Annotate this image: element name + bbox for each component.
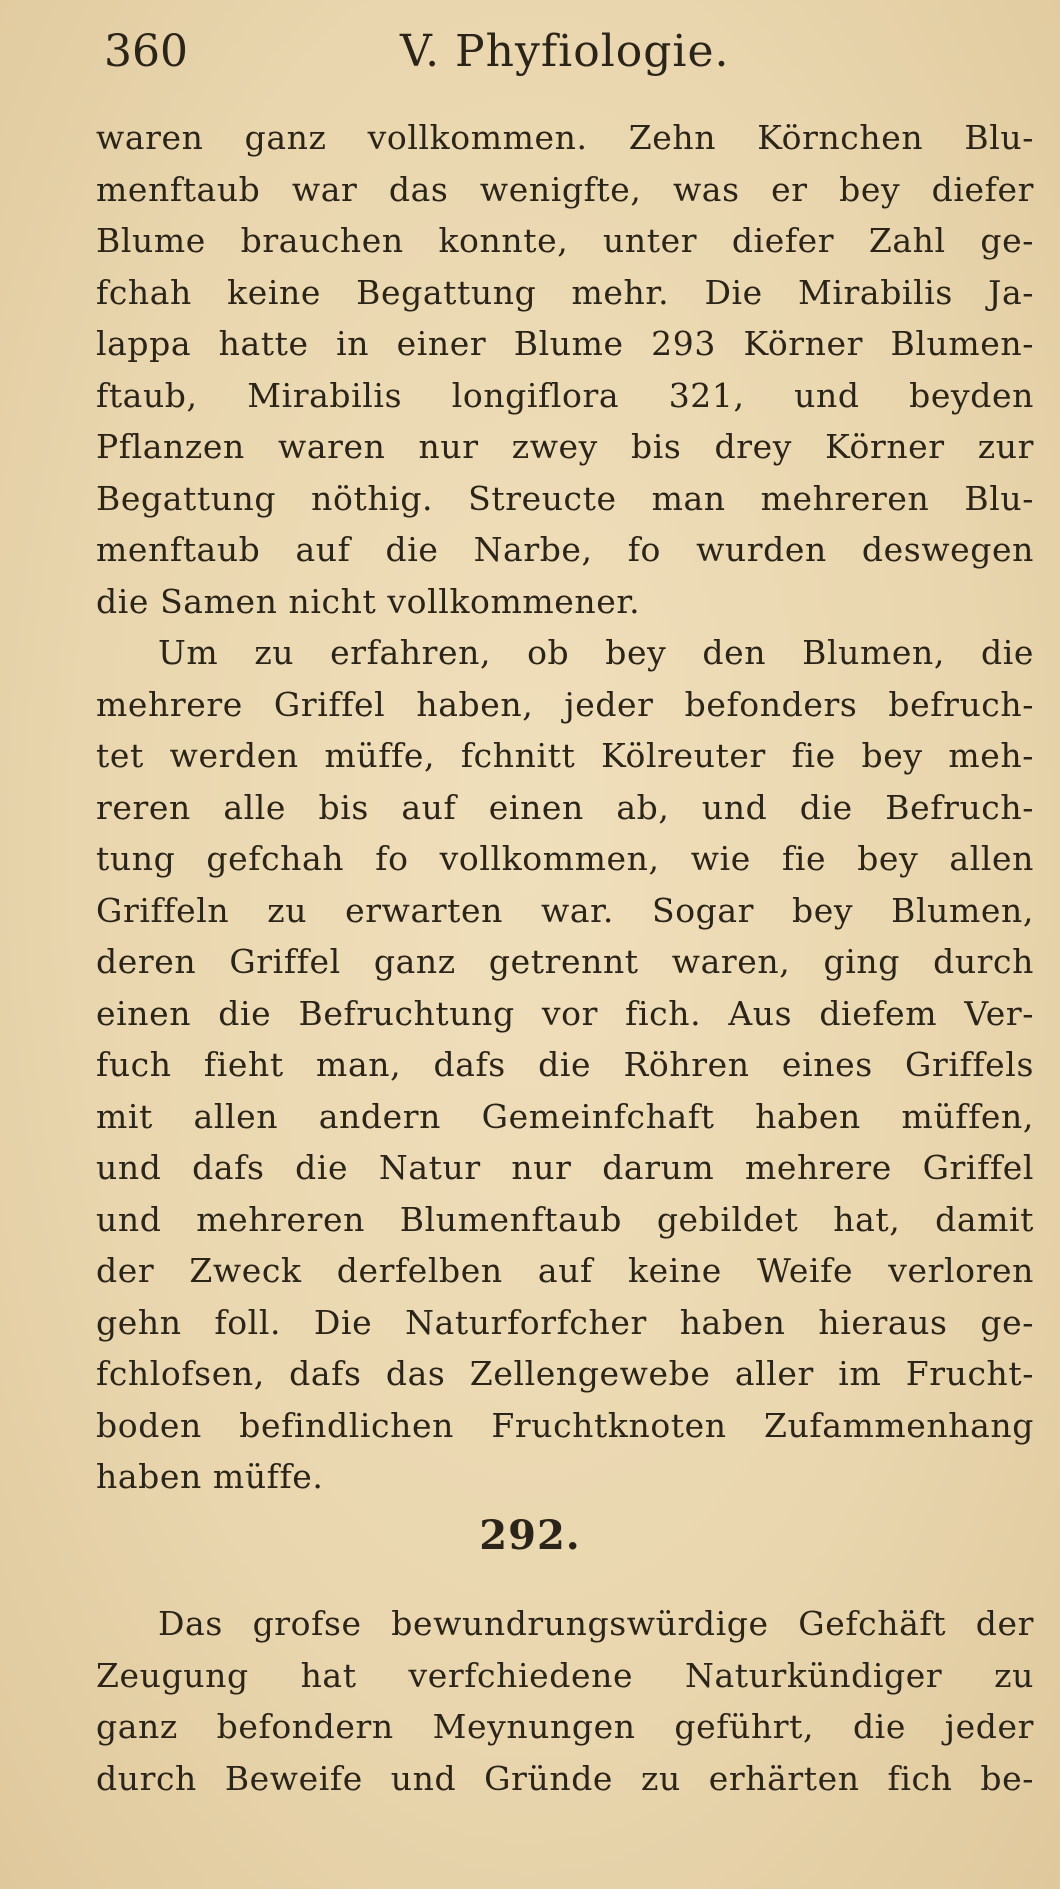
text-line: menftaub auf die Narbe, fo wurden deswegen xyxy=(96,530,1034,569)
text-line: Blume brauchen konnte, unter diefer Zahl ge- xyxy=(96,221,1034,260)
text-line: menftaub war das wenigfte, was er bey diefer xyxy=(96,169,1034,209)
text-line: fchah keine Begattung mehr. Die Mirabilis Ja- xyxy=(96,272,1034,312)
text-line: ftaub, Mirabilis longiflora 321, und beyden xyxy=(96,375,1034,415)
paragraph-1 xyxy=(96,112,1034,627)
text-line: lappa hatte in einer Blume 293 Körner Blumen- xyxy=(96,324,1034,363)
text-line: mehrere Griffel haben, jeder befonders befruch- xyxy=(96,684,1034,724)
text-line: Zeugung hat verfchiedene Naturkündiger zu xyxy=(96,1655,1034,1695)
text-line: fchlofsen, dafs das Zellengewebe aller im Frucht- xyxy=(96,1354,1034,1393)
text-line: die Samen nicht vollkommener. xyxy=(96,581,641,621)
text-line: gehn foll. Die Naturforfcher haben hieraus ge- xyxy=(96,1302,1034,1342)
text-line: Begattung nöthig. Streucte man mehreren Blu- xyxy=(96,478,1034,518)
page-header xyxy=(92,22,1020,92)
text-line: durch Beweife und Gründe zu erhärten fich be- xyxy=(96,1758,1034,1798)
paragraph-2 xyxy=(96,627,1034,1503)
text-line: Das grofse bewundrungswürdige Gefchäft der xyxy=(158,1604,1034,1643)
text-line: einen die Befruchtung vor fich. Aus diefem Ver- xyxy=(96,993,1034,1033)
text-line: boden befindlichen Fruchtknoten Zufammenhang xyxy=(96,1405,1034,1445)
running-title: V. Phyfiologie. xyxy=(400,26,730,77)
text-line: tet werden müffe, fchnitt Kölreuter fie bey meh- xyxy=(96,736,1034,775)
text-line: und mehreren Blumenftaub gebildet hat, damit xyxy=(96,1199,1034,1239)
text-line: Pflanzen waren nur zwey bis drey Körner zur xyxy=(96,427,1034,466)
text-line: haben müffe. xyxy=(96,1457,324,1496)
text-line: Um zu erfahren, ob bey den Blumen, die xyxy=(158,633,1034,672)
main-text xyxy=(96,112,1034,1503)
text-line: mit allen andern Gemeinfchaft haben müffen, xyxy=(96,1096,1034,1136)
section-text xyxy=(96,1598,1034,1804)
text-line: tung gefchah fo vollkommen, wie fie bey allen xyxy=(96,839,1034,878)
text-line: deren Griffel ganz getrennt waren, ging durch xyxy=(96,942,1034,981)
text-line: reren alle bis auf einen ab, und die Befruch- xyxy=(96,787,1034,827)
page-number: 360 xyxy=(104,26,188,77)
text-line: und dafs die Natur nur darum mehrere Griffel xyxy=(96,1148,1034,1187)
text-line: Griffeln zu erwarten war. Sogar bey Blumen, xyxy=(96,890,1034,930)
text-line: ganz befondern Meynungen geführt, die jeder xyxy=(96,1707,1034,1746)
text-line: fuch fieht man, dafs die Röhren eines Griffels xyxy=(96,1045,1034,1084)
section-number: 292. xyxy=(479,1512,581,1559)
text-line: waren ganz vollkommen. Zehn Körnchen Blu- xyxy=(96,118,1034,157)
text-line: der Zweck derfelben auf keine Weife verloren xyxy=(96,1251,1034,1290)
